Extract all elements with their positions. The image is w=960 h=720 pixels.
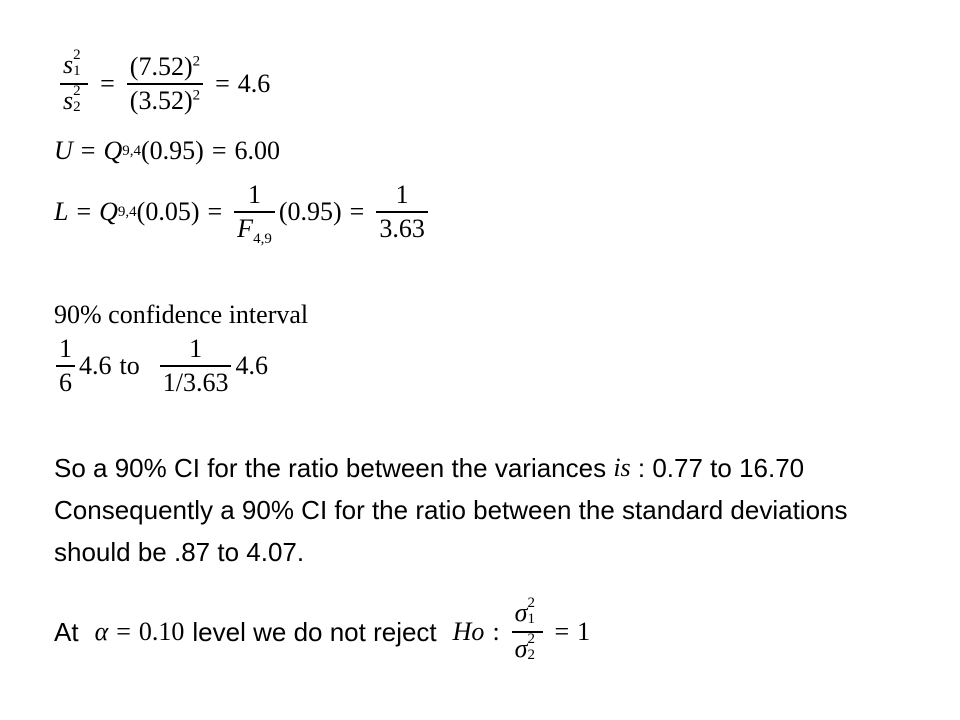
sigma-ratio-fraction: σ 2 1 σ 2 2 xyxy=(512,600,543,664)
conclusion-line-1: So a 90% CI for the ratio between the variances is : 0.77 to 16.70 xyxy=(54,453,805,483)
ci-lower-fraction: $\frac{1}{6}$ xyxy=(56,336,75,396)
variance-ratio-equation: s 2 1 s 2 2 = $\frac{(7.52)^2}{(3.52)^2}$ = 4.6 xyxy=(56,52,270,116)
upper-bound-equation: U = Q 9,4 (0.95) = 6.00 xyxy=(54,136,280,165)
f-reciprocal-fraction: $\frac{1}{F_{4,9}}$ xyxy=(234,182,275,242)
value-fraction: $\frac{(7.52)^2}{(3.52)^2}$ xyxy=(127,54,203,114)
upper-result: 6.00 xyxy=(234,136,280,165)
sample-variance-fraction: s 2 1 s 2 2 xyxy=(60,52,88,116)
lower-bound-equation: L = Q 9,4 (0.05) = $\frac{1}{F_{4,9}}$ (0.95) = $\frac{1}{3.63}$ xyxy=(54,182,432,242)
conclusion-line-3: should be .87 to 4.07. xyxy=(54,537,305,567)
ci-expression: $\frac{1}{6}$ 4.6 to $\frac{1}{1/3.63}$ 4.6 xyxy=(52,336,268,396)
lower-result-fraction: $\frac{1}{3.63}$ xyxy=(376,182,428,242)
decision-statement: At α = 0.10 level we do not reject Ho : σ 2 1 σ 2 2 = 1 xyxy=(54,595,591,663)
ratio-result: 4.6 xyxy=(237,68,271,98)
ci-upper-fraction: $\frac{1}{1/3.63}$ xyxy=(160,336,232,396)
conclusion-line-2: Consequently a 90% CI for the ratio between the standard deviations xyxy=(54,495,848,525)
ci-heading: 90% confidence interval xyxy=(54,300,309,329)
